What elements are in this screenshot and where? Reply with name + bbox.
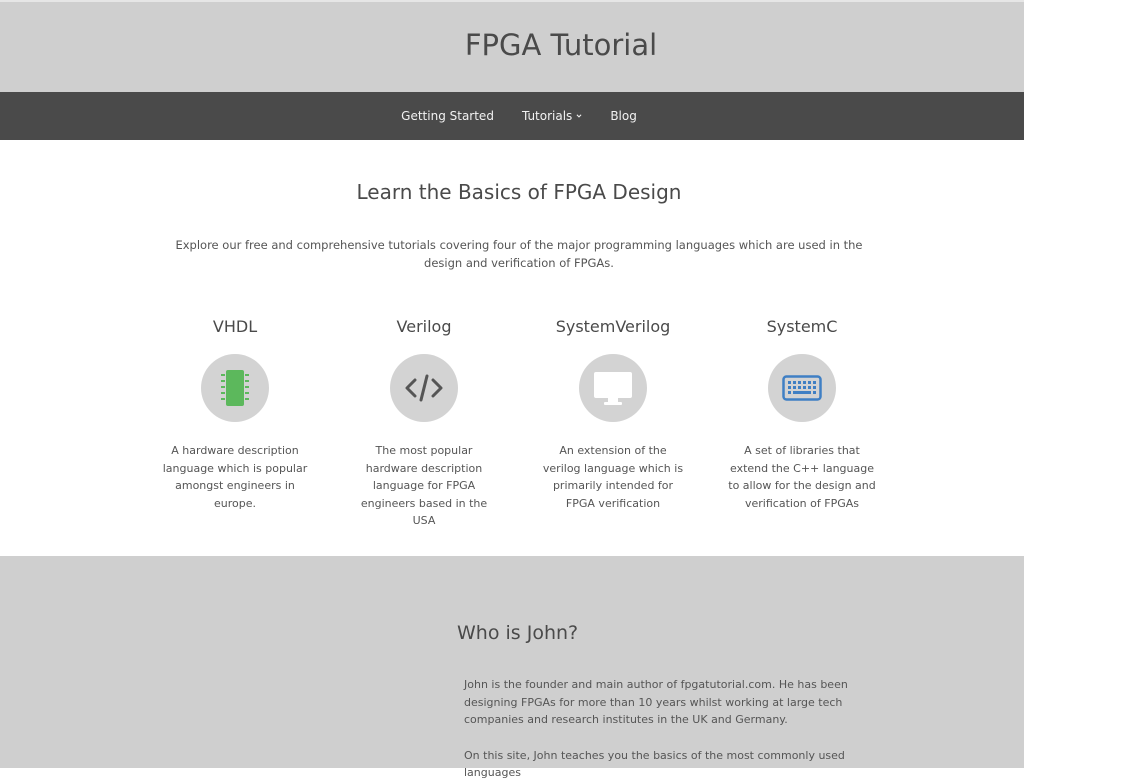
keyboard-icon (782, 375, 822, 401)
feature-systemc (722, 316, 882, 512)
feature-icon-circle[interactable] (201, 354, 269, 422)
main-nav (0, 92, 1024, 140)
nav-item-blog[interactable] (610, 109, 637, 123)
feature-description: A set of libraries that extend the C++ language to allow for the design and verification of FPGAs (728, 444, 876, 510)
feature-systemverilog (533, 316, 693, 512)
hero-section (0, 140, 1024, 556)
about-paragraph: On this site, John teaches you the basics of the most commonly used languages (464, 748, 845, 779)
about-text (464, 676, 882, 782)
nav-item-label: Tutorials (521, 109, 573, 123)
nav-item-tutorials[interactable] (522, 109, 582, 123)
chip-icon (218, 368, 252, 408)
feature-icon-circle[interactable] (768, 354, 836, 422)
monitor-icon (593, 370, 633, 406)
feature-description: An extension of the verilog language which is primarily intended for FPGA verification (542, 444, 684, 510)
feature-icon-circle[interactable] (579, 354, 647, 422)
hero-title: Learn the Basics of FPGA Design (356, 180, 682, 204)
nav-item-label: Blog (610, 109, 637, 123)
feature-title[interactable]: VHDL (212, 317, 258, 336)
chevron-down-icon (576, 113, 582, 119)
nav-item-getting-started[interactable] (401, 109, 494, 123)
feature-description: A hardware description language which is popular amongst engineers in europe. (162, 444, 308, 510)
feature-icon-circle[interactable] (390, 354, 458, 422)
site-title[interactable]: FPGA Tutorial (464, 28, 658, 62)
feature-verilog (344, 316, 504, 530)
about-paragraph: John is the founder and main author of fpgatutorial.com. He has been designing FPGAs for more than 10 years whilst working at large tech companies and research institutes in the UK and Germany. (464, 678, 848, 726)
site-header (0, 0, 1024, 92)
nav-item-label: Getting Started (401, 109, 494, 123)
about-section (0, 556, 1024, 779)
feature-title[interactable]: Verilog (396, 317, 452, 336)
about-title: Who is John? (457, 622, 579, 644)
code-icon (404, 373, 444, 403)
feature-title[interactable]: SystemC (766, 317, 838, 336)
feature-vhdl (155, 316, 315, 512)
feature-description: The most popular hardware description language for FPGA engineers based in the USA (360, 444, 488, 527)
hero-intro: Explore our free and comprehensive tutorials covering four of the major programming languages which are used in the design and verification of FPGAs. (175, 238, 863, 270)
nav-items (0, 92, 1038, 140)
feature-title[interactable]: SystemVerilog (555, 317, 671, 336)
